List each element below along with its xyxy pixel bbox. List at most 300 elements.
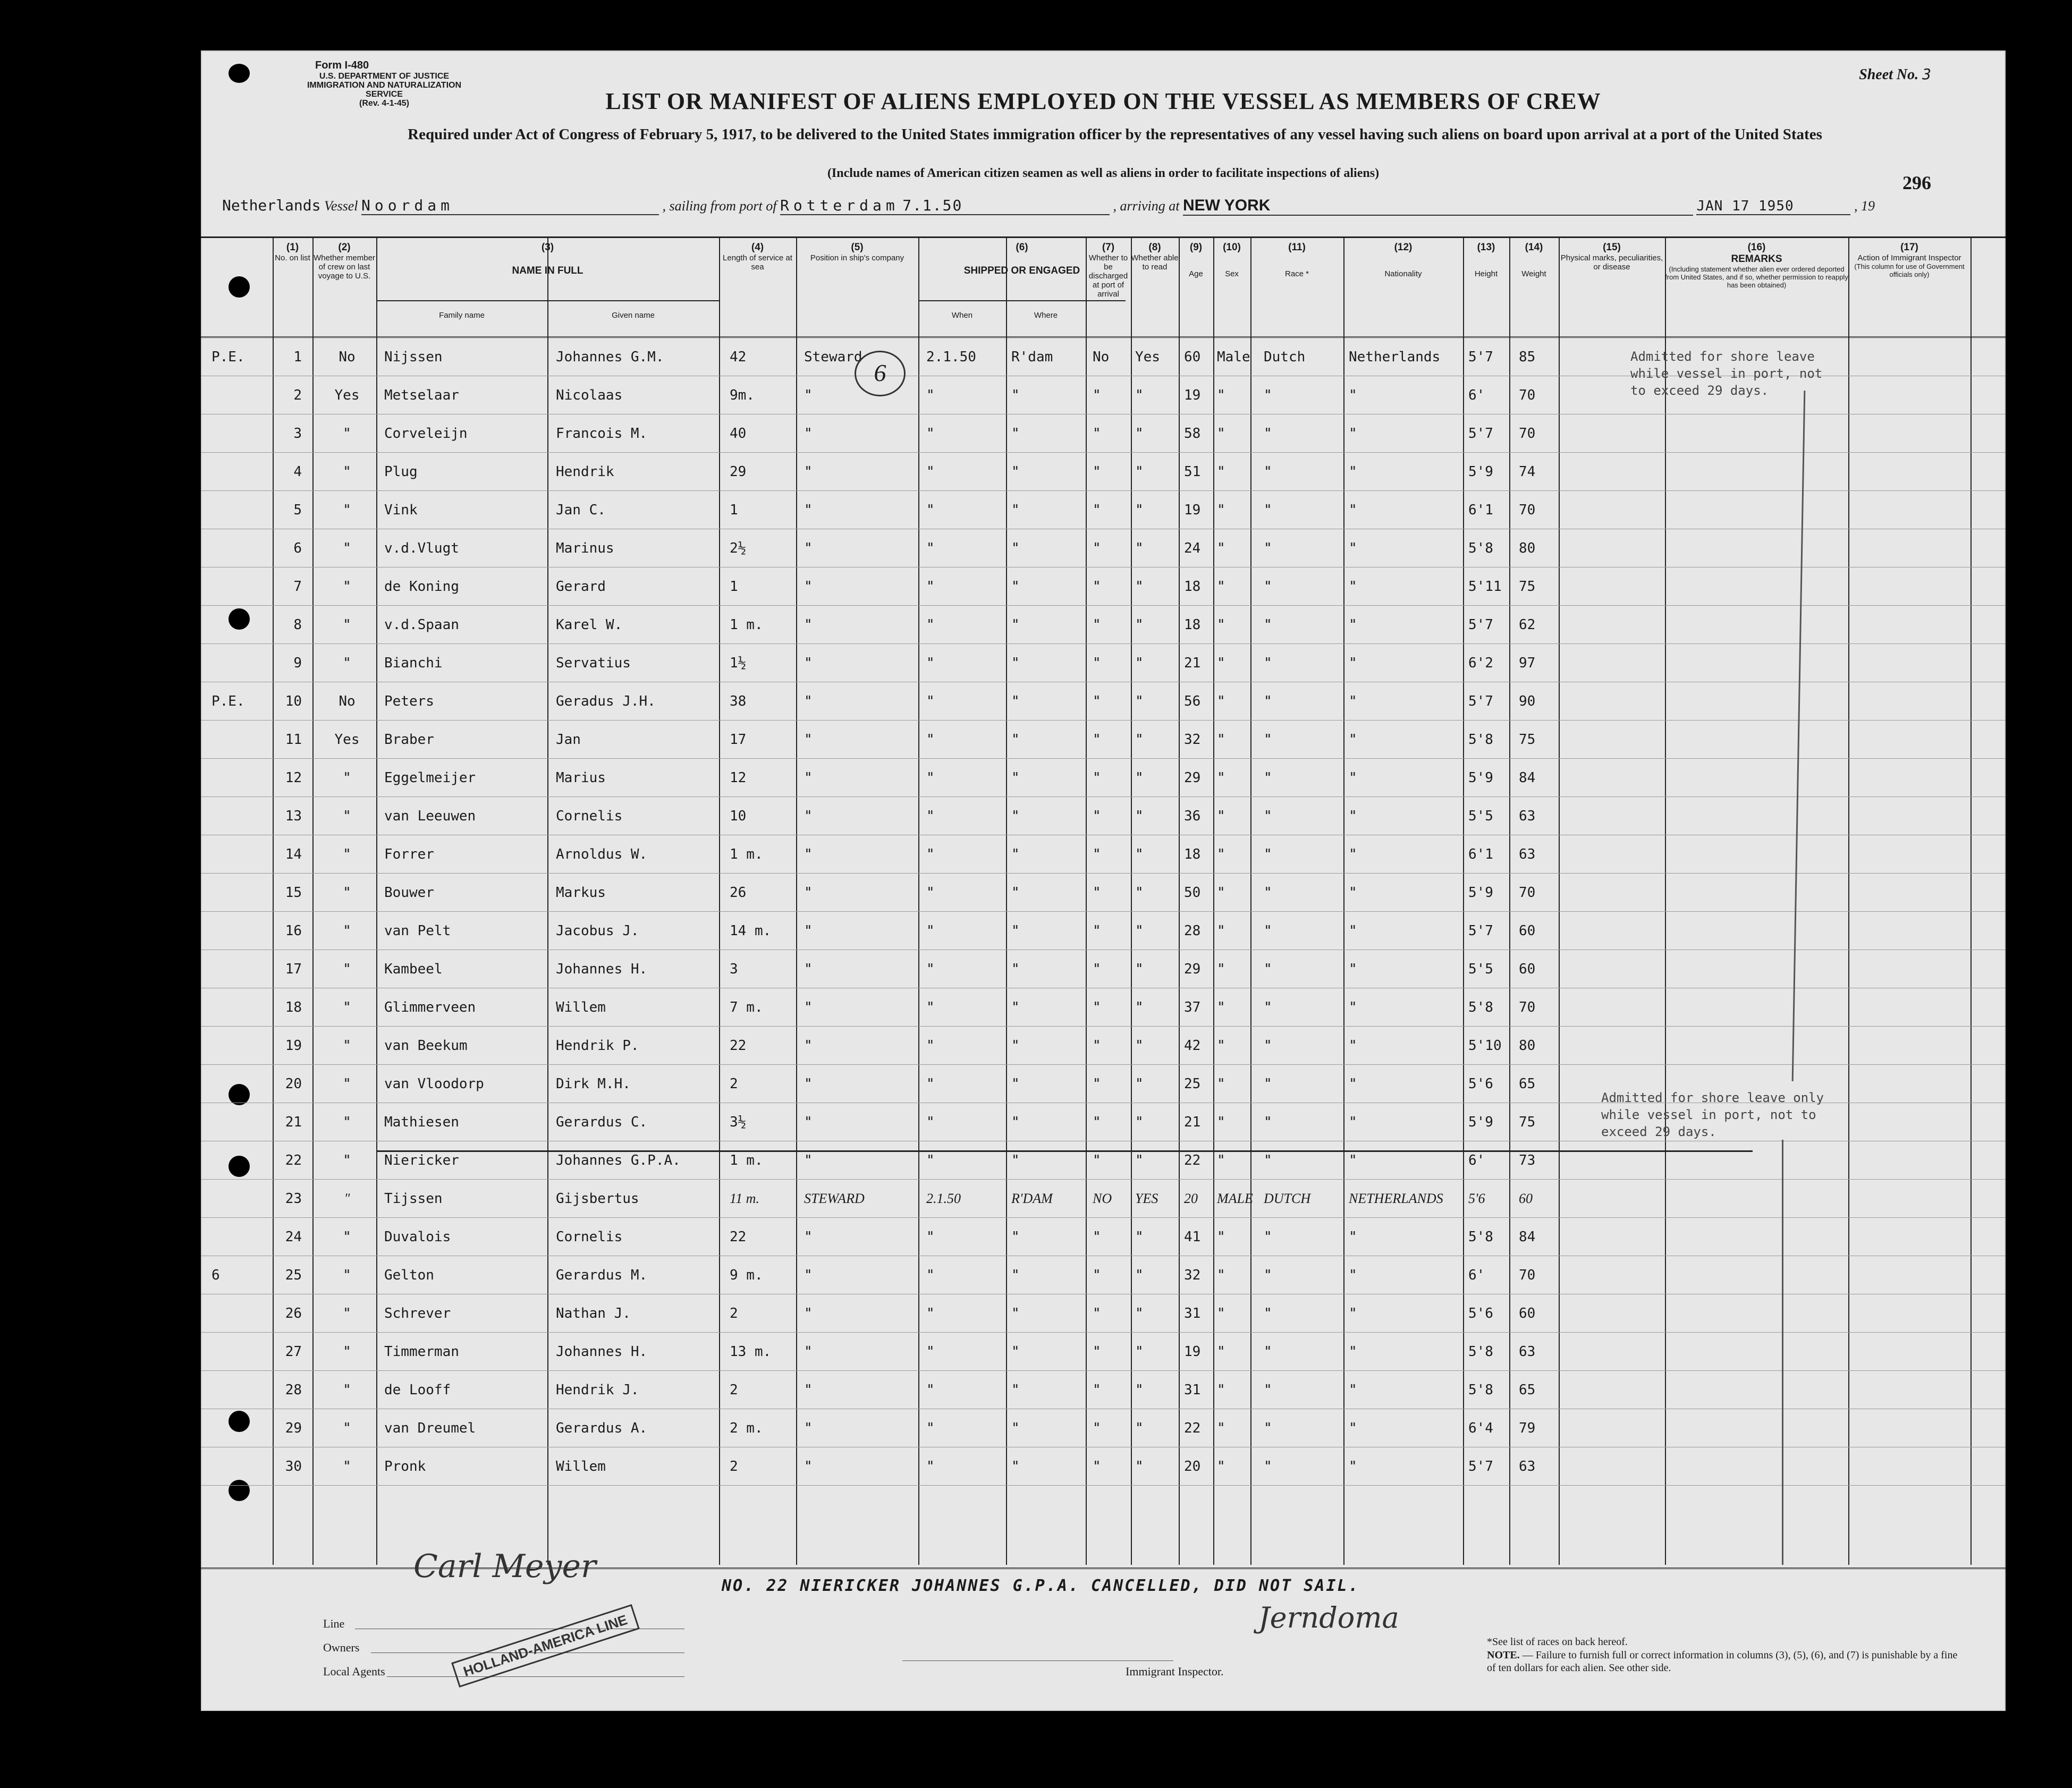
family-name-cell: Bouwer — [384, 885, 434, 901]
last-voyage-cell: " — [343, 502, 351, 518]
service-length-cell: 42 — [730, 349, 747, 365]
shipped-where-cell: " — [1011, 1459, 1020, 1475]
column-header: (2) Whether member of crew on last voyage to U.S. — [314, 242, 375, 281]
column-subheader: When — [951, 311, 973, 320]
age-cell: 36 — [1184, 808, 1201, 824]
age-cell: 21 — [1184, 1114, 1201, 1130]
nationality-cell: Netherlands — [1349, 349, 1441, 365]
weight-cell: 97 — [1519, 655, 1536, 671]
row-number: 14 — [285, 846, 302, 862]
shipped-when-cell: " — [926, 1229, 935, 1245]
last-voyage-cell: No — [339, 349, 356, 365]
discharged-cell: " — [1093, 655, 1101, 671]
able-to-read-cell: " — [1135, 502, 1144, 518]
service-length-cell: 7 m. — [730, 999, 763, 1015]
family-name-cell: van Beekum — [384, 1038, 468, 1054]
nationality-cell: " — [1349, 808, 1357, 824]
sex-cell: " — [1217, 1153, 1225, 1168]
last-voyage-cell: " — [343, 579, 351, 595]
service-length-cell: 1 m. — [730, 846, 763, 862]
height-cell: 5'6 — [1468, 1306, 1493, 1321]
nationality-cell: " — [1349, 999, 1357, 1015]
sex-cell: " — [1217, 770, 1225, 786]
position-cell: " — [804, 426, 813, 442]
column-header: (17) Action of Immigrant Inspector (This column for use of Government officials only) — [1854, 242, 1965, 278]
holland-america-stamp: HOLLAND-AMERICA LINE — [451, 1604, 639, 1688]
discharged-cell: " — [1093, 540, 1101, 556]
column-header: (4) Length of service at sea — [723, 242, 792, 272]
shipped-when-cell: " — [926, 502, 935, 518]
position-cell: Steward — [804, 349, 862, 365]
table-row — [201, 1141, 2006, 1180]
height-cell: 6'1 — [1468, 846, 1493, 862]
position-cell: " — [804, 999, 813, 1015]
table-row — [201, 605, 2006, 644]
shipped-where-cell: " — [1011, 770, 1020, 786]
last-voyage-cell: Yes — [334, 732, 360, 748]
position-cell: " — [804, 1306, 813, 1321]
given-name-cell: Johannes G.M. — [556, 349, 664, 365]
given-name-cell: Gijsbertus — [556, 1191, 639, 1207]
family-name-cell: Tijssen — [384, 1191, 443, 1207]
arriving-port: NEW YORK — [1182, 197, 1271, 214]
row-number: 3 — [293, 426, 302, 442]
race-cell: " — [1264, 502, 1272, 518]
table-row — [201, 1332, 2006, 1371]
sex-cell: " — [1217, 1382, 1225, 1398]
table-row — [201, 529, 2006, 567]
weight-cell: 84 — [1519, 770, 1536, 786]
discharged-cell: " — [1093, 1306, 1101, 1321]
sex-cell: " — [1217, 655, 1225, 671]
shipped-when-cell: " — [926, 770, 935, 786]
given-name-cell: Markus — [556, 885, 606, 901]
column-header: (6) SHIPPED OR ENGAGED — [963, 242, 1080, 276]
table-row — [201, 988, 2006, 1027]
position-cell: " — [804, 1267, 813, 1283]
page-title: LIST OR MANIFEST OF ALIENS EMPLOYED ON THE VESSEL AS MEMBERS OF CREW — [605, 88, 1601, 114]
row-number: 15 — [285, 885, 302, 901]
height-cell: 5'9 — [1468, 1114, 1493, 1130]
family-name-cell: van Vloodorp — [384, 1076, 484, 1092]
shipped-when-cell: " — [926, 655, 935, 671]
position-cell: " — [804, 1038, 813, 1054]
age-cell: 24 — [1184, 540, 1201, 556]
given-name-cell: Marinus — [556, 540, 614, 556]
sex-cell: " — [1217, 999, 1225, 1015]
nationality-cell: " — [1349, 617, 1357, 633]
row-mark: 6 — [212, 1267, 220, 1283]
discharged-cell: No — [1093, 349, 1110, 365]
last-voyage-cell: " — [343, 1038, 351, 1054]
nationality-cell: " — [1349, 426, 1357, 442]
age-cell: 29 — [1184, 961, 1201, 977]
discharged-cell: " — [1093, 732, 1101, 748]
table-row — [201, 1370, 2006, 1409]
discharged-cell: " — [1093, 464, 1101, 480]
shipped-where-cell: " — [1011, 1306, 1020, 1321]
last-voyage-cell: " — [343, 540, 351, 556]
age-cell: 18 — [1184, 846, 1201, 862]
height-cell: 5'7 — [1468, 923, 1493, 939]
sex-cell: " — [1217, 885, 1225, 901]
weight-cell: 74 — [1519, 464, 1536, 480]
shipped-where-cell: " — [1011, 617, 1020, 633]
race-cell: " — [1264, 464, 1272, 480]
row-number: 6 — [293, 540, 302, 556]
shipped-where-cell: " — [1011, 808, 1020, 824]
weight-cell: 63 — [1519, 846, 1536, 862]
vessel-label: Vessel — [324, 198, 358, 214]
punch-hole — [229, 64, 250, 83]
vessel-flag: Netherlands — [222, 197, 321, 214]
height-cell: 5'7 — [1468, 349, 1493, 365]
position-cell: " — [804, 961, 813, 977]
inspector-label: Immigrant Inspector. — [1126, 1665, 1224, 1678]
given-name-cell: Johannes H. — [556, 1344, 648, 1360]
height-cell: 5'10 — [1468, 1038, 1502, 1054]
nationality-cell: " — [1349, 770, 1357, 786]
shipped-when-cell: " — [926, 999, 935, 1015]
given-name-cell: Gerardus M. — [556, 1267, 648, 1283]
shipped-where-cell: R'DAM — [1011, 1191, 1053, 1206]
able-to-read-cell: " — [1135, 1459, 1144, 1475]
table-row — [201, 758, 2006, 797]
nationality-cell: " — [1349, 885, 1357, 901]
discharged-cell: " — [1093, 1153, 1101, 1168]
table-row — [201, 835, 2006, 874]
family-name-cell: de Looff — [384, 1382, 451, 1398]
able-to-read-cell: " — [1135, 655, 1144, 671]
shipped-when-cell: " — [926, 1153, 935, 1168]
nationality-cell: " — [1349, 1153, 1357, 1168]
owners-label: Owners — [323, 1641, 360, 1654]
family-name-cell: Mathiesen — [384, 1114, 459, 1130]
column-header: (15) Physical marks, peculiarities, or disease — [1560, 242, 1663, 272]
given-name-cell: Arnoldus W. — [556, 846, 648, 862]
shipped-where-cell: " — [1011, 1344, 1020, 1360]
sex-cell: " — [1217, 961, 1225, 977]
service-length-cell: 9m. — [730, 387, 755, 403]
race-cell: " — [1264, 617, 1272, 633]
shipped-where-cell: " — [1011, 1382, 1020, 1398]
age-cell: 56 — [1184, 693, 1201, 709]
family-name-cell: Niericker — [384, 1153, 459, 1168]
able-to-read-cell: " — [1135, 1076, 1144, 1092]
column-header: (14) Weight — [1521, 242, 1546, 278]
weight-cell: 65 — [1519, 1382, 1536, 1398]
family-name-cell: Schrever — [384, 1306, 451, 1321]
manifest-footer — [201, 1548, 2006, 1713]
row-number: 20 — [285, 1076, 302, 1092]
family-name-cell: Metselaar — [384, 387, 459, 403]
shipped-when-cell: " — [926, 1076, 935, 1092]
shipped-when-cell: " — [926, 1306, 935, 1321]
position-cell: " — [804, 655, 813, 671]
height-cell: 6' — [1468, 1153, 1485, 1168]
sex-cell: " — [1217, 808, 1225, 824]
family-name-cell: Gelton — [384, 1267, 434, 1283]
last-voyage-cell: " — [343, 1267, 351, 1283]
table-row — [201, 1409, 2006, 1447]
height-cell: 5'8 — [1468, 1344, 1493, 1360]
shipped-where-cell: " — [1011, 1229, 1020, 1245]
discharged-cell: " — [1093, 923, 1101, 939]
sex-cell: " — [1217, 426, 1225, 442]
family-name-cell: Nijssen — [384, 349, 443, 365]
family-name-cell: Timmerman — [384, 1344, 459, 1360]
shipped-where-cell: R'dam — [1011, 349, 1053, 365]
discharged-cell: " — [1093, 1344, 1101, 1360]
nationality-cell: " — [1349, 1344, 1357, 1360]
table-row — [201, 720, 2006, 759]
arrival-stamp: JAN 17 1950 — [1696, 198, 1794, 214]
inspector-signature: Jerndoma — [1258, 1601, 1399, 1634]
able-to-read-cell: " — [1135, 770, 1144, 786]
race-cell: " — [1264, 885, 1272, 901]
family-name-cell: Pronk — [384, 1459, 426, 1475]
shipped-where-cell: " — [1011, 1267, 1020, 1283]
given-name-cell: Jan C. — [556, 502, 606, 518]
shipped-where-cell: " — [1011, 464, 1020, 480]
given-name-cell: Hendrik P. — [556, 1038, 639, 1054]
able-to-read-cell: " — [1135, 1420, 1144, 1436]
position-cell: " — [804, 885, 813, 901]
sheet-value: 3 — [1922, 65, 1931, 83]
family-name-cell: van Leeuwen — [384, 808, 476, 824]
shipped-when-cell: " — [926, 923, 935, 939]
remarks-ditto-line — [1782, 1140, 1783, 1565]
last-voyage-cell: " — [343, 1229, 351, 1245]
weight-cell: 70 — [1519, 885, 1536, 901]
family-name-cell: Kambeel — [384, 961, 443, 977]
shipped-where-cell: " — [1011, 961, 1020, 977]
age-cell: 28 — [1184, 923, 1201, 939]
sex-cell: " — [1217, 1459, 1225, 1475]
position-cell: " — [804, 1344, 813, 1360]
shipped-when-cell: " — [926, 1420, 935, 1436]
nationality-cell: " — [1349, 540, 1357, 556]
row-number: 21 — [285, 1114, 302, 1130]
last-voyage-cell: " — [343, 770, 351, 786]
nationality-cell: " — [1349, 1038, 1357, 1054]
weight-cell: 65 — [1519, 1076, 1536, 1092]
row-number: 18 — [285, 999, 302, 1015]
table-row — [201, 873, 2006, 912]
nationality-cell: " — [1349, 846, 1357, 862]
service-length-cell: 11 m. — [730, 1191, 759, 1206]
family-name-cell: de Koning — [384, 579, 459, 595]
sex-cell: " — [1217, 732, 1225, 748]
height-cell: 6'1 — [1468, 502, 1493, 518]
table-row — [201, 490, 2006, 529]
shipped-when-cell: " — [926, 426, 935, 442]
race-cell: " — [1264, 1114, 1272, 1130]
nationality-cell: " — [1349, 732, 1357, 748]
shipped-where-cell: " — [1011, 579, 1020, 595]
last-voyage-cell: No — [339, 693, 356, 709]
column-header: (10) Sex — [1223, 242, 1241, 278]
age-cell: 31 — [1184, 1382, 1201, 1398]
discharged-cell: " — [1093, 808, 1101, 824]
service-length-cell: 2½ — [730, 540, 747, 556]
given-name-cell: Nicolaas — [556, 387, 623, 403]
service-length-cell: 1 m. — [730, 617, 763, 633]
remarks-note: Admitted for shore leave while vessel in port, not to exceed 29 days. — [1630, 349, 1823, 398]
height-cell: 6'4 — [1468, 1420, 1493, 1436]
service-length-cell: 9 m. — [730, 1267, 763, 1283]
last-voyage-cell: " — [343, 808, 351, 824]
position-cell: " — [804, 540, 813, 556]
height-cell: 5'5 — [1468, 808, 1493, 824]
discharged-cell: " — [1093, 846, 1101, 862]
position-cell: " — [804, 693, 813, 709]
cancellation-note: NO. 22 NIERICKER JOHANNES G.P.A. CANCELLED, DID NOT SAIL. — [722, 1577, 1360, 1595]
service-length-cell: 1 — [730, 579, 738, 595]
position-cell: STEWARD — [804, 1191, 865, 1206]
weight-cell: 63 — [1519, 1459, 1536, 1475]
last-voyage-cell: Yes — [334, 387, 360, 403]
service-length-cell: 2 — [730, 1306, 738, 1321]
able-to-read-cell: " — [1135, 617, 1144, 633]
discharged-cell: " — [1093, 502, 1101, 518]
row-number: 16 — [285, 923, 302, 939]
row-number: 2 — [293, 387, 302, 403]
nationality-cell: " — [1349, 1382, 1357, 1398]
age-cell: 41 — [1184, 1229, 1201, 1245]
last-voyage-cell: " — [344, 1191, 350, 1206]
able-to-read-cell: " — [1135, 540, 1144, 556]
age-cell: 19 — [1184, 502, 1201, 518]
service-length-cell: 1 m. — [730, 1153, 763, 1168]
table-row — [201, 1294, 2006, 1333]
able-to-read-cell: " — [1135, 1229, 1144, 1245]
nationality-cell: " — [1349, 1306, 1357, 1321]
race-cell: " — [1264, 732, 1272, 748]
table-row — [201, 1447, 2006, 1486]
age-cell: 22 — [1184, 1420, 1201, 1436]
given-name-cell: Hendrik — [556, 464, 614, 480]
able-to-read-cell: " — [1135, 1267, 1144, 1283]
column-subheader: Where — [1034, 311, 1058, 320]
height-cell: 5'6 — [1468, 1076, 1493, 1092]
race-cell: " — [1264, 1267, 1272, 1283]
discharged-cell: " — [1093, 1382, 1101, 1398]
sex-cell: " — [1217, 464, 1225, 480]
line-label: Line — [323, 1617, 345, 1630]
table-row — [201, 452, 2006, 491]
weight-cell: 85 — [1519, 349, 1536, 365]
sex-cell: " — [1217, 1420, 1225, 1436]
nationality-cell: " — [1349, 1459, 1357, 1475]
shipped-where-cell: " — [1011, 540, 1020, 556]
age-cell: 18 — [1184, 579, 1201, 595]
weight-cell: 70 — [1519, 426, 1536, 442]
able-to-read-cell: " — [1135, 846, 1144, 862]
family-name-cell: van Dreumel — [384, 1420, 476, 1436]
age-cell: 29 — [1184, 770, 1201, 786]
position-cell: " — [804, 770, 813, 786]
weight-cell: 63 — [1519, 808, 1536, 824]
column-header: (5) Position in ship's company — [810, 242, 904, 262]
service-length-cell: 26 — [730, 885, 747, 901]
age-cell: 22 — [1184, 1153, 1201, 1168]
shipped-where-cell: " — [1011, 1038, 1020, 1054]
sex-cell: " — [1217, 1114, 1225, 1130]
row-number: 13 — [285, 808, 302, 824]
column-subheader: Given name — [612, 311, 655, 320]
position-cell: " — [804, 846, 813, 862]
weight-cell: 60 — [1519, 1191, 1533, 1206]
row-number: 12 — [285, 770, 302, 786]
age-cell: 25 — [1184, 1076, 1201, 1092]
race-cell: " — [1264, 426, 1272, 442]
race-cell: " — [1264, 1076, 1272, 1092]
nationality-cell: " — [1349, 502, 1357, 518]
discharged-cell: " — [1093, 1038, 1101, 1054]
family-name-cell: Plug — [384, 464, 418, 480]
nationality-cell: " — [1349, 961, 1357, 977]
able-to-read-cell: " — [1135, 923, 1144, 939]
position-cell: " — [804, 1114, 813, 1130]
able-to-read-cell: " — [1135, 1153, 1144, 1168]
last-voyage-cell: " — [343, 999, 351, 1015]
family-name-cell: Bianchi — [384, 655, 443, 671]
height-cell: 5'9 — [1468, 464, 1493, 480]
nationality-cell: " — [1349, 579, 1357, 595]
nationality-cell: " — [1349, 464, 1357, 480]
discharged-cell: " — [1093, 1267, 1101, 1283]
service-length-cell: 14 m. — [730, 923, 772, 939]
year-label: , 19 — [1854, 198, 1875, 214]
weight-cell: 70 — [1519, 999, 1536, 1015]
able-to-read-cell: " — [1135, 387, 1144, 403]
position-cell: " — [804, 579, 813, 595]
sex-cell: Male — [1217, 349, 1250, 365]
discharged-cell: " — [1093, 770, 1101, 786]
race-cell: " — [1264, 1306, 1272, 1321]
weight-cell: 90 — [1519, 693, 1536, 709]
family-name-cell: Forrer — [384, 846, 434, 862]
able-to-read-cell: " — [1135, 885, 1144, 901]
given-name-cell: Nathan J. — [556, 1306, 631, 1321]
height-cell: 5'5 — [1468, 961, 1493, 977]
fine-note — [1487, 1649, 1965, 1674]
column-header: (12) Nationality — [1384, 242, 1422, 278]
column-subheader: Family name — [439, 311, 485, 320]
vessel-name: Noordam — [361, 197, 454, 214]
service-length-cell: 10 — [730, 808, 747, 824]
given-name-cell: Geradus J.H. — [556, 693, 656, 709]
height-cell: 5'8 — [1468, 1382, 1493, 1398]
sex-cell: " — [1217, 1267, 1225, 1283]
weight-cell: 60 — [1519, 961, 1536, 977]
table-row — [201, 682, 2006, 721]
given-name-cell: Dirk M.H. — [556, 1076, 631, 1092]
given-name-cell: Johannes G.P.A. — [556, 1153, 681, 1168]
weight-cell: 75 — [1519, 732, 1536, 748]
age-cell: 37 — [1184, 999, 1201, 1015]
discharged-cell: " — [1093, 693, 1101, 709]
service-length-cell: 3 — [730, 961, 738, 977]
family-name-cell: Duvalois — [384, 1229, 451, 1245]
race-cell: " — [1264, 693, 1272, 709]
agent-signature: Carl Meyer — [413, 1548, 596, 1585]
sex-cell: " — [1217, 1038, 1225, 1054]
race-cell: " — [1264, 770, 1272, 786]
shipped-when-cell: " — [926, 1382, 935, 1398]
given-name-cell: Gerardus A. — [556, 1420, 648, 1436]
